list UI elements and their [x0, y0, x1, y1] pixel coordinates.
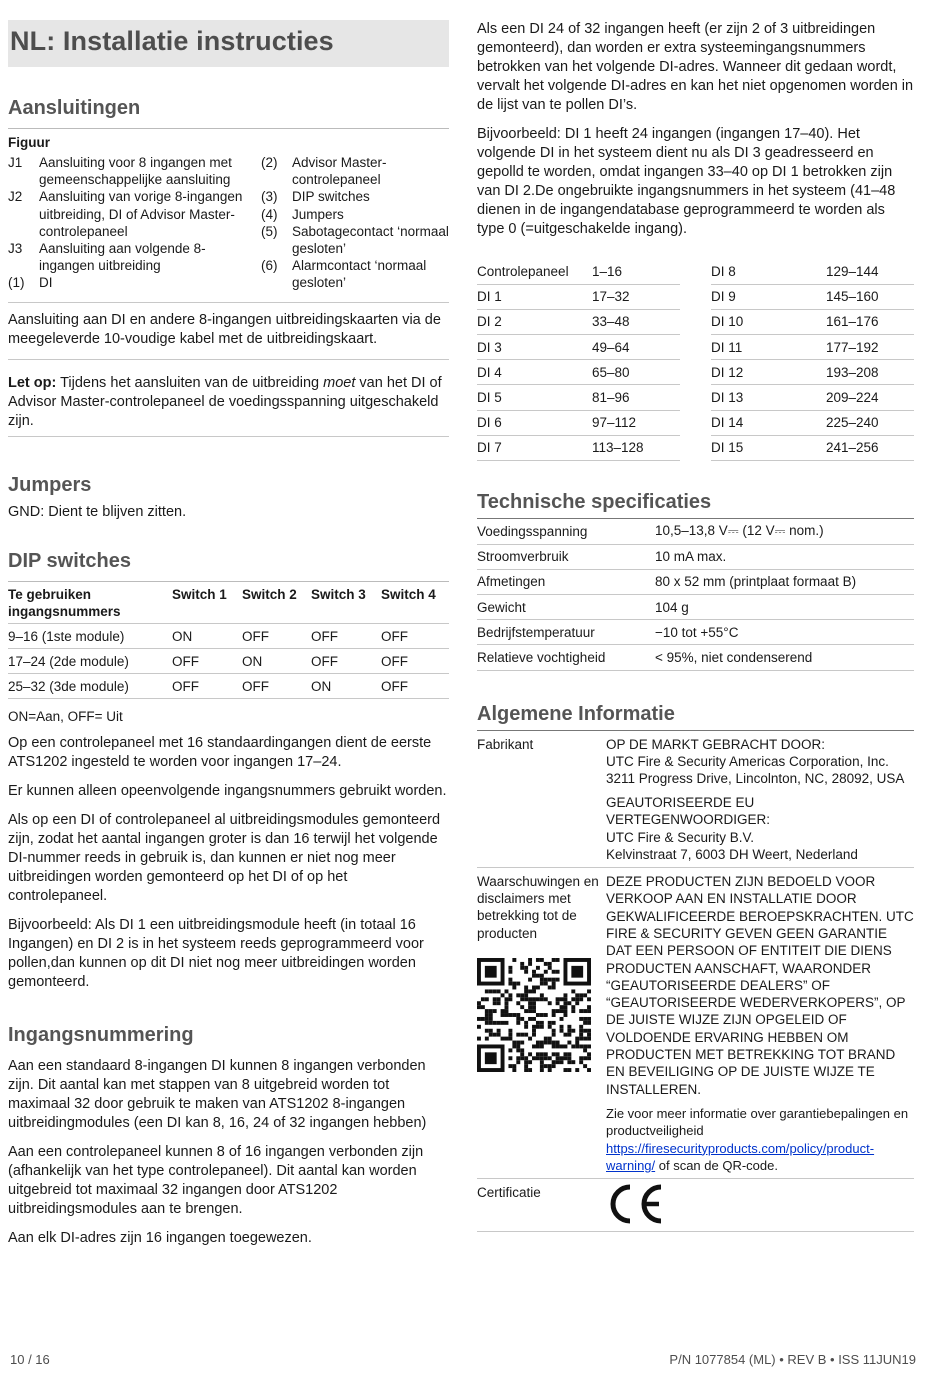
page-title: NL: Installatie instructies: [10, 26, 334, 56]
range-inputs: 145–160: [826, 284, 914, 309]
more-info-text: Zie voor meer informatie over garantiebepalingen en productveiligheid: [606, 1105, 909, 1139]
fabrikant-block-1: [606, 736, 914, 788]
fabrikant-block-2: [606, 794, 914, 863]
fabrikant-line: 3211 Progress Drive, Lincolnton, NC, 28092, USA: [606, 771, 905, 787]
dip-cell: OFF: [311, 649, 381, 674]
range-row: [477, 410, 680, 435]
ingangsnummering-paragraph: Aan een standaard 8-ingangen DI kunnen 8 ingangen verbonden zijn. Dit aantal kan met stappen van 8 uitgebreid worden tot maximaal 32 door gebruik te maken van ATS1202 8-ingangen uitbreidingmodules (een DI kan 8, 16, 24 of 32 ingangen hebben): [8, 1058, 427, 1132]
range-row: [711, 360, 914, 385]
figure-item-text: Jumpers: [292, 206, 344, 222]
range-device: DI 2: [477, 309, 592, 334]
spec-value: 10 mA max.: [655, 544, 914, 569]
fabrikant-line: UTC Fire & Security B.V.: [606, 829, 755, 845]
figure-items-left: [8, 154, 253, 292]
range-device: DI 7: [477, 435, 592, 460]
figure-item-text: Aansluiting voor 8 ingangen met gemeenschappelijke aansluiting: [39, 155, 232, 188]
figure-item: [261, 154, 449, 188]
dip-table-body: [8, 624, 449, 699]
ingangsnummering-paragraphs: [8, 1057, 449, 1248]
spec-label: Afmetingen: [477, 569, 655, 594]
range-inputs: 49–64: [592, 335, 680, 360]
note-before: Tijdens het aansluiten van de uitbreiding: [56, 375, 324, 391]
spec-label: Stroomverbruik: [477, 544, 655, 569]
range-device: DI 10: [711, 309, 826, 334]
specs-table: [477, 519, 914, 671]
spec-row: [477, 645, 914, 670]
range-row: [711, 284, 914, 309]
note-emphasis: moet: [323, 375, 356, 391]
dip-cell: OFF: [381, 624, 449, 649]
range-row: [477, 385, 680, 410]
range-inputs: 161–176: [826, 309, 914, 334]
range-device: DI 12: [711, 360, 826, 385]
spec-value: −10 tot +55°C: [655, 620, 914, 645]
dip-cell: 9–16 (1ste module): [8, 624, 172, 649]
dip-cell: OFF: [172, 649, 242, 674]
aansluitingen-heading: Aansluitingen: [8, 97, 449, 129]
figure-item: [8, 240, 253, 274]
dip-col-switch4: Switch 4: [381, 587, 436, 602]
qr-code: [477, 958, 591, 1072]
info-row-cert: [477, 1179, 914, 1232]
ranges-table-left: [477, 259, 680, 461]
dip-cell: 17–24 (2de module): [8, 649, 172, 674]
dip-col-switch3: Switch 3: [311, 587, 366, 602]
figure-item-key: (1): [8, 275, 25, 291]
warnings-value: [606, 868, 914, 1179]
info-row-warnings: [477, 868, 914, 1179]
dip-row: [8, 624, 449, 649]
jumpers-text: GND: Dient te blijven zitten.: [8, 504, 187, 520]
range-device: DI 6: [477, 410, 592, 435]
range-row: [477, 335, 680, 360]
figure-item-text: Advisor Master-controlepaneel: [292, 155, 387, 188]
ingangsnummering-paragraph: Aan een controlepaneel kunnen 8 of 16 ingangen verbonden zijn (afhankelijk van het type controlepaneel). Dit aantal kan worden uitgebreid tot maximaal 32 ingangen door ATS1202 uitbreidingsmodules aan te brengen.: [8, 1144, 424, 1218]
dip-table: [8, 582, 449, 699]
range-device: DI 11: [711, 335, 826, 360]
spec-label: Gewicht: [477, 595, 655, 620]
intro-paragraphs: [477, 20, 914, 239]
range-inputs: 177–192: [826, 335, 914, 360]
range-row: [477, 284, 680, 309]
dip-paragraph: Bijvoorbeeld: Als DI 1 een uitbreidingsmodule heeft (in totaal 16 Ingangen) en DI 2 is in het systeem reeds geprogrammeerd voor pollen,dan kunnen op dit DI niet nog meer uitbreidingen worden gemonteerd.: [8, 917, 424, 991]
dip-cell: OFF: [381, 649, 449, 674]
specs-heading: Technische specificaties: [477, 491, 914, 519]
fabrikant-line: GEAUTORISEERDE EU: [606, 795, 755, 811]
footer-part-number: P/N 1077854 (ML) • REV B • ISS 11JUN19: [669, 1352, 916, 1367]
ingangsnummering-heading: Ingangsnummering: [8, 1024, 194, 1047]
dip-col-switch1: Switch 1: [172, 587, 227, 602]
warnings-cell: [477, 868, 606, 1179]
figure-item-text: DI: [39, 275, 53, 291]
dip-paragraph: Als op een DI of controlepaneel al uitbreidingsmodules gemonteerd zijn, zodat het aantal ingangen groter is dan 16 terwijl het volgende DI-nummer reeds in gebruik is, dan kunnen er niet nog meer uitbreidingen worden gemonteerd op het DI of op het controlepaneel.: [8, 812, 441, 905]
ce-mark-icon: [606, 1183, 664, 1225]
figure-item-text: Aansluiting van vorige 8-ingangen uitbreiding, DI of Advisor Master-controlepaneel: [39, 189, 243, 239]
jumpers-section: [8, 474, 449, 522]
intro-paragraph: Als een DI 24 of 32 ingangen heeft (er zijn 2 of 3 uitbreidingen gemonteerd), dan worden er extra systeemingangsnummers betrokken van het volgende DI-adres. Wanneer dit gedaan wordt, vervalt het volgende DI-adres en kan het niet opgenomen worden in de lijst van te pollen DI’s.: [477, 21, 914, 113]
dip-cell: OFF: [381, 674, 449, 699]
figure-item-key: (2): [261, 155, 278, 170]
figure-item-key: (4): [261, 206, 278, 222]
fabrikant-line: VERTEGENWOORDIGER:: [606, 812, 771, 828]
ingangsnummering-paragraph: Aan elk DI-adres zijn 16 ingangen toegewezen.: [8, 1230, 312, 1247]
range-inputs: 81–96: [592, 385, 680, 410]
range-inputs: 97–112: [592, 410, 680, 435]
dip-heading: DIP switches: [8, 550, 449, 582]
range-inputs: 129–144: [826, 259, 914, 284]
info-table: [477, 731, 914, 1232]
range-device: DI 3: [477, 335, 592, 360]
range-row: [477, 309, 680, 334]
figure-item-key: J2: [8, 189, 23, 205]
figure-item: [261, 188, 449, 205]
dip-cell: ON: [311, 674, 381, 699]
spec-value: 80 x 52 mm (printplaat formaat B): [655, 569, 914, 594]
more-info-after: of scan de QR-code.: [655, 1157, 778, 1173]
spec-row: [477, 620, 914, 645]
fabrikant-line: OP DE MARKT GEBRACHT DOOR:: [606, 736, 826, 752]
dip-cell: ON: [242, 649, 311, 674]
figure-item-key: J3: [8, 241, 23, 257]
warnings-label: Waarschuwingen en disclaimers met betrekking tot de producten: [477, 874, 599, 941]
figure-item: [8, 188, 253, 240]
more-info: [606, 1105, 914, 1174]
info-heading: Algemene Informatie: [477, 703, 914, 731]
aansluiting-paragraph: Aansluiting aan DI en andere 8-ingangen uitbreidingskaarten via de meegeleverde 10-voudige kabel met de uitbreidingskaart.: [8, 312, 441, 347]
range-inputs: 113–128: [592, 435, 680, 460]
fabrikant-line: UTC Fire & Security Americas Corporation, Inc.: [606, 753, 889, 769]
intro-paragraph: Bijvoorbeeld: DI 1 heeft 24 ingangen (ingangen 17–40). Het volgende DI in het systeem dient nu als DI 3 geadresseerd en gepolld te worden, omdat ingangen 33–40 op DI 1 betrokken zijn van DI 2.De ongebruikte ingangsnummers in het systeem (41–48 dienen in de ingangendatabase geprogrammeerd te worden als type 0 (=uitgeschakelde ingang).: [477, 126, 896, 237]
figure-legend: [8, 129, 449, 303]
figure-item: [261, 257, 449, 291]
jumpers-heading: Jumpers: [8, 474, 92, 496]
spec-row: [477, 569, 914, 594]
note-prefix: Let op:: [8, 375, 57, 391]
range-row: [711, 309, 914, 334]
spec-label: Relatieve vochtigheid: [477, 645, 655, 670]
range-inputs: 209–224: [826, 385, 914, 410]
dip-cell: OFF: [172, 674, 242, 699]
left-column: [8, 0, 449, 1248]
range-device: DI 9: [711, 284, 826, 309]
dip-paragraph: Op een controlepaneel met 16 standaardingangen dient de eerste ATS1202 ingesteld te worden voor ingangen 17–24.: [8, 735, 432, 771]
spec-row: [477, 544, 914, 569]
range-row: [477, 259, 680, 284]
range-device: DI 4: [477, 360, 592, 385]
range-inputs: 1–16: [592, 259, 680, 284]
info-row-fabrikant: [477, 731, 914, 868]
title-bar: [8, 20, 449, 67]
ranges-tables: [477, 259, 914, 461]
spec-row: [477, 519, 914, 544]
figure-items-right: [261, 154, 449, 292]
figure-item-key: J1: [8, 155, 23, 170]
fabrikant-label: Fabrikant: [477, 731, 606, 868]
spec-value: < 95%, niet condenserend: [655, 645, 914, 670]
dip-cell: OFF: [242, 624, 311, 649]
range-row: [711, 410, 914, 435]
range-device: DI 1: [477, 284, 592, 309]
range-inputs: 17–32: [592, 284, 680, 309]
cert-label: Certificatie: [477, 1179, 606, 1232]
dip-cell: OFF: [242, 674, 311, 699]
fabrikant-value: [606, 731, 914, 868]
ranges-table-right: [711, 259, 914, 461]
dip-paragraph: Er kunnen alleen opeenvolgende ingangsnummers gebruikt worden.: [8, 783, 447, 800]
dip-legend: ON=Aan, OFF= Uit: [8, 709, 123, 724]
dip-col-inputs: Te gebruiken ingangsnummers: [8, 587, 121, 619]
spec-row: [477, 595, 914, 620]
range-inputs: 241–256: [826, 435, 914, 460]
range-device: Controlepaneel: [477, 259, 592, 284]
aansluiting-divider: [8, 359, 449, 360]
dip-row: [8, 674, 449, 699]
range-row: [711, 435, 914, 460]
figure-label: Figuur: [8, 135, 50, 150]
dip-paragraphs: [8, 734, 449, 992]
range-row: [477, 360, 680, 385]
spec-label: Voedingsspanning: [477, 519, 655, 544]
dip-cell: OFF: [311, 624, 381, 649]
figure-item-text: Alarmcontact ‘normaal gesloten’: [292, 258, 427, 291]
range-row: [477, 435, 680, 460]
figure-item-key: (6): [261, 258, 278, 274]
figure-item-text: DIP switches: [292, 189, 370, 205]
range-inputs: 65–80: [592, 360, 680, 385]
figure-item-key: (5): [261, 223, 278, 239]
right-column: [477, 20, 914, 1232]
figure-item-text: Sabotagecontact ‘normaal gesloten’: [292, 223, 449, 257]
dip-cell: ON: [172, 624, 242, 649]
note-after: van het DI of Advisor Master-controlepaneel de voedingsspanning uitgeschakeld zijn.: [8, 375, 442, 429]
range-row: [711, 259, 914, 284]
spec-label: Bedrijfstemperatuur: [477, 620, 655, 645]
cert-value: [606, 1179, 914, 1232]
range-device: DI 5: [477, 385, 592, 410]
figure-item: [8, 154, 253, 188]
warnings-text: DEZE PRODUCTEN ZIJN BEDOELD VOOR VERKOOP AAN EN INSTALLATIE DOOR GEKWALIFICEERDE BEROEPSKRACHTEN. UTC FIRE & SECURITY GEVEN GEEN GARANTIE DAT EEN PERSOON OF ENTITEIT DIE DIENS PRODUCTEN AANSCHAFT, WAARONDER “GEAUTORISEERDE DEALERS” OF “GEAUTORISEERDE WEDERVERKOPERS”, OP DE JUISTE WIJZE ZIJN OPGELEID OF VOLDOENDE ERVARING HEBBEN OM PRODUCTEN MET BETREKKING TOT BRAND EN BEVEILIGING OP DE JUISTE WIJZE TE INSTALLEREN.: [606, 874, 914, 1097]
figure-item: [261, 223, 449, 257]
range-row: [711, 335, 914, 360]
range-row: [711, 385, 914, 410]
range-inputs: 33–48: [592, 309, 680, 334]
dip-col-switch2: Switch 2: [242, 587, 297, 602]
range-device: DI 14: [711, 410, 826, 435]
range-inputs: 193–208: [826, 360, 914, 385]
range-device: DI 8: [711, 259, 826, 284]
spec-value: 104 g: [655, 595, 914, 620]
fabrikant-line: Kelvinstraat 7, 6003 DH Weert, Nederland: [606, 846, 858, 862]
dip-row: [8, 649, 449, 674]
range-inputs: 225–240: [826, 410, 914, 435]
figure-item-key: (3): [261, 189, 278, 205]
range-device: DI 15: [711, 435, 826, 460]
footer-page-number: 10 / 16: [10, 1352, 50, 1367]
product-warning-link[interactable]: https://firesecurityproducts.com/policy/product-warning/: [606, 1140, 875, 1173]
range-device: DI 13: [711, 385, 826, 410]
figure-item-text: Aansluiting aan volgende 8-ingangen uitbreiding: [39, 241, 206, 274]
dip-cell: 25–32 (3de module): [8, 674, 172, 699]
spec-value: 10,5–13,8 V⎓ (12 V⎓ nom.): [655, 519, 914, 544]
note-paragraph: [8, 374, 449, 437]
figure-item: [261, 206, 449, 223]
figure-item: [8, 274, 253, 291]
